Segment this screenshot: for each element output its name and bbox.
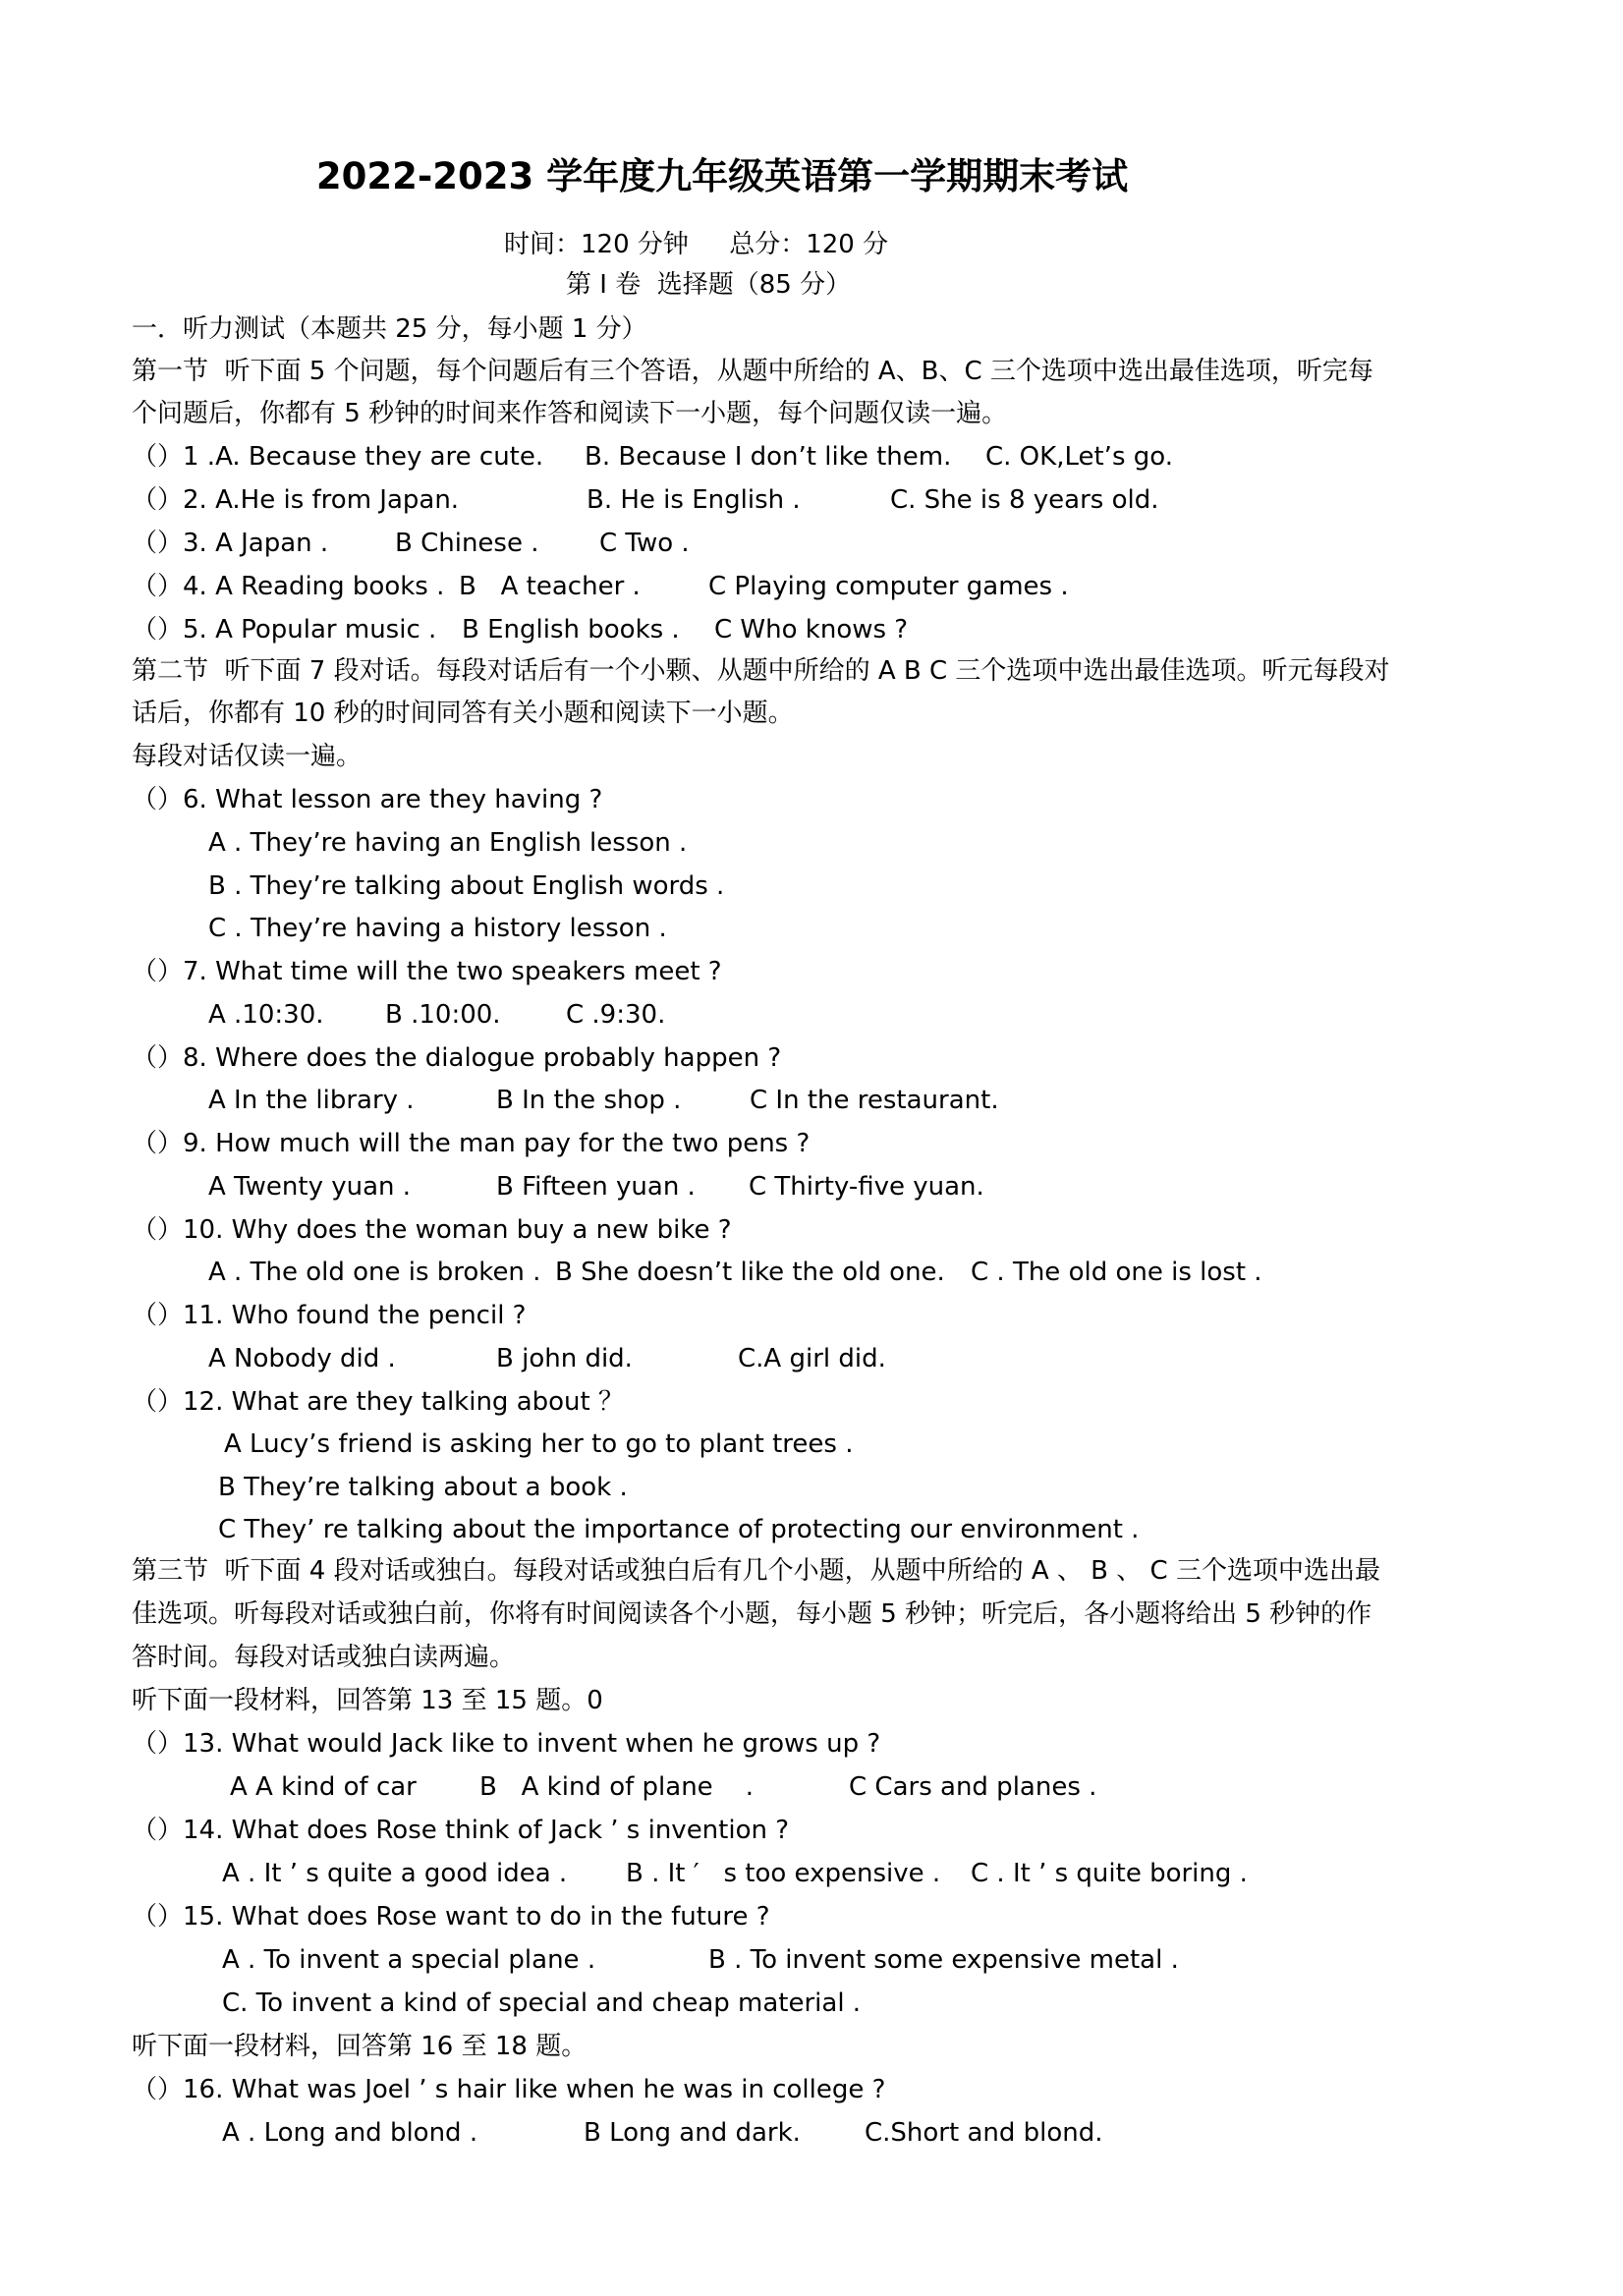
question-9: （）9. How much will the man pay for the two pens ? [132,1129,811,1158]
question-16-option-a: A . Long and blond . [222,2118,478,2148]
question-7: （）7. What time will the two speakers meet ? [132,957,722,986]
part2-instructions-line1: 第二节 听下面 7 段对话。每段对话后有一个小颗、从题中所给的 A B C 三个选项中选出最佳选项。听元每段对 [132,656,1390,686]
question-5-option-b: B English books . [462,615,680,644]
question-10-option-c: C . The old one is lost . [971,1258,1262,1287]
question-7-option-a: A .10:30. [208,1000,324,1030]
part1-instructions-line2: 个问题后，你都有 5 秒钟的时间来作答和阅读下一小题，每个问题仅读一遍。 [132,399,1008,428]
question-11-option-c: C.A girl did. [738,1344,886,1373]
question-1-option-b: B. Because I don’t like them. [585,442,952,472]
question-12-option-a: A Lucy’s friend is asking her to go to plant trees . [224,1429,854,1459]
question-15-option-c: C. To invent a kind of special and cheap material . [222,1988,862,2018]
part3-instructions-line1: 第三节 听下面 4 段对话或独白。每段对话或独白后有几个小题，从题中所给的 A 、 B 、 C 三个选项中选出最 [132,1556,1380,1586]
question-8: （）8. Where does the dialogue probably happen ? [132,1043,782,1073]
question-11-option-a: A Nobody did . [208,1344,396,1373]
exam-title: 2022-2023 学年度九年级英语第一学期期末考试 [315,155,1129,197]
question-2-option-b: B. He is English . [587,485,801,515]
question-8-option-c: C In the restaurant. [750,1086,999,1115]
question-10-option-b: B She doesn’t like the old one. [555,1258,945,1287]
question-6-option-c: C . They’re having a history lesson . [208,914,667,943]
question-14-option-b: B . It ′ s too expensive . [626,1859,941,1888]
part1-instructions-line1: 第一节 听下面 5 个问题，每个问题后有三个答语，从题中所给的 A、B、C 三个选项中选出最佳选项，听完每 [132,357,1373,386]
question-6-option-b: B . They’re talking about English words . [208,871,725,901]
question-16: （）16. What was Joel ’ s hair like when he was in college ? [132,2075,886,2104]
question-15-option-b: B . To invent some expensive metal . [708,1945,1179,1975]
question-4: （）4. A Reading books . [132,572,445,601]
question-11: （）11. Who found the pencil ? [132,1301,527,1330]
question-9-option-c: C Thirty-five yuan. [749,1172,984,1202]
question-8-option-a: A In the library . [208,1086,415,1115]
question-10-option-a: A . The old one is broken . [208,1258,541,1287]
question-12-option-c: C They’ re talking about the importance of protecting our environment . [218,1515,1140,1544]
question-7-option-b: B .10:00. [385,1000,501,1030]
question-9-option-b: B Fifteen yuan . [496,1172,696,1202]
question-12: （）12. What are they talking about ？ [132,1387,624,1417]
question-3-option-c: C Two . [599,529,690,558]
question-12-option-b: B They’re talking about a book . [218,1473,628,1502]
listening-group-16-18: 听下面一段材料，回答第 16 至 18 题。 [132,2032,588,2061]
question-6: （）6. What lesson are they having ? [132,785,603,814]
question-13: （）13. What would Jack like to invent when he grows up ? [132,1729,881,1759]
question-13-option-a: A A kind of car [230,1772,417,1802]
question-6-option-a: A . They’re having an English lesson . [208,828,688,858]
listening-group-13-15: 听下面一段材料，回答第 13 至 15 题。0 [132,1686,603,1715]
question-3-option-b: B Chinese . [395,529,539,558]
part3-instructions-line3: 答时间。每段对话或独白读两遍。 [132,1643,516,1672]
question-1: （）1 .A. Because they are cute. [132,442,544,472]
part3-instructions-line2: 佳选项。听每段对话或独白前，你将有时间阅读各个小题，每小题 5 秒钟；听完后，各小题将给出 5 秒钟的作 [132,1599,1372,1629]
question-7-option-c: C .9:30. [566,1000,666,1030]
question-10: （）10. Why does the woman buy a new bike ? [132,1215,732,1245]
question-16-option-b: B Long and dark. [584,2118,801,2148]
question-14-option-a: A . It ’ s quite a good idea . [222,1859,568,1888]
question-9-option-a: A Twenty yuan . [208,1172,412,1202]
question-15-option-a: A . To invent a special plane . [222,1945,596,1975]
question-4-option-c: C Playing computer games . [708,572,1069,601]
part2-instructions-line3: 每段对话仅读一遍。 [132,742,363,771]
question-5-option-c: C Who knows ? [714,615,909,644]
question-13-option-c: C Cars and planes . [849,1772,1097,1802]
question-5: （）5. A Popular music . [132,615,437,644]
question-11-option-b: B john did. [496,1344,633,1373]
part-one-heading: 第 I 卷 选择题（85 分） [566,270,852,300]
question-2: （）2. A.He is from Japan. [132,485,460,515]
question-2-option-c: C. She is 8 years old. [890,485,1159,515]
question-14: （）14. What does Rose think of Jack ’ s invention ? [132,1816,790,1845]
question-8-option-b: B In the shop . [496,1086,682,1115]
question-15: （）15. What does Rose want to do in the future ? [132,1902,770,1932]
exam-time-info: 时间：120 分钟 总分：120 分 [504,230,889,259]
question-3: （）3. A Japan . [132,529,329,558]
question-14-option-c: C . It ’ s quite boring . [971,1859,1248,1888]
question-13-option-b: B A kind of plane . [479,1772,754,1802]
question-16-option-c: C.Short and blond. [865,2118,1103,2148]
part2-instructions-line2: 话后，你都有 10 秒的时间同答有关小题和阅读下一小题。 [132,699,794,728]
question-4-option-b: B A teacher . [459,572,641,601]
question-1-option-c: C. OK,Let’s go. [985,442,1173,472]
section-heading: 一．听力测试（本题共 25 分，每小题 1 分） [132,314,647,344]
